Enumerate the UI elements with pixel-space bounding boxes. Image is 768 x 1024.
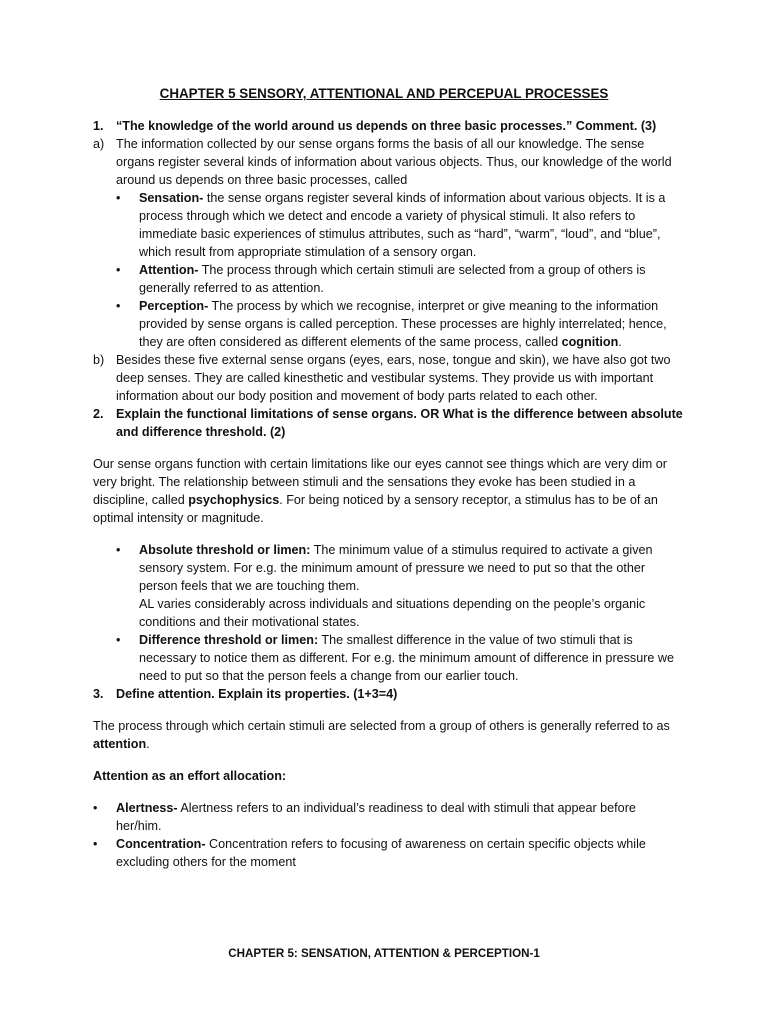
definition: The minimum value of a stimulus required to activate a given sensory system. For e.g. the minimum amount of pressure we need to put so that the other person feels that we are touching them. [139,543,653,593]
definition: The process through which certain stimuli are selected from a group of others is generally referred to as attention. [139,263,646,295]
answer-text: Besides these five external sense organs (eyes, ears, nose, tongue and skin), we have also got two deep senses. They are called kinesthetic and vestibular systems. They provide us with important information about our body position and movement of body parts related to each other. [116,353,671,403]
section-heading: Attention as an effort allocation: [93,769,287,783]
term: Sensation- [139,191,204,205]
threshold-list [93,541,683,685]
question-text: “The knowledge of the world around us depends on three basic processes.” Comment. (3) [116,119,657,133]
process-list [93,189,683,351]
term-psychophysics: psychophysics [188,493,280,507]
definition: the sense organs register several kinds of information about various objects. It is a process through which we detect and encode a variety of physical stimuli. It also refers to immediate basic experiences of stimulus attributes, such as “hard”, “warm”, “loud”, and “blue”, which result from appropriate stimulation of a sensory organ. [139,191,666,259]
answer-a [93,135,683,189]
definition: Concentration refers to focusing of awareness on certain specific objects while excluding others for the moment [116,837,646,869]
paragraph-text: The process through which certain stimuli are selected from a group of others is generally referred to as [93,719,670,733]
list-item [93,835,683,871]
paragraph-text: . For being noticed by a sensory receptor, a stimulus has to be of an optimal intensity or magnitude. [93,493,658,525]
answer-text: The information collected by our sense organs forms the basis of all our knowledge. The sense organs register several kinds of information about various objects. Thus, our knowledge of the world around us depends on three basic processes, called [116,137,672,187]
question-number: 2. [93,407,104,421]
paragraph [93,717,683,753]
question-number: 1. [93,119,104,133]
term: Concentration- [116,837,206,851]
bullet-icon: • [116,543,121,557]
list-item [93,189,683,261]
term-cognition: cognition [561,335,619,349]
list-item [93,297,683,351]
definition-extra: AL varies considerably across individuals and situations depending on the people’s organic conditions and their motivational states. [139,597,646,629]
term: Absolute threshold or limen: [139,543,311,557]
answer-label: a) [93,137,105,151]
bullet-icon: • [116,263,121,277]
bullet-icon: • [116,299,121,313]
punctuation: . [146,737,150,751]
term: Perception- [139,299,209,313]
paragraph [93,455,683,527]
answer-b [93,351,683,405]
term-attention: attention [93,737,147,751]
list-item [93,631,683,685]
answer-label: b) [93,353,105,367]
question-text: Explain the functional limitations of sense organs. OR What is the difference between absolute and difference threshold. (2) [116,407,683,439]
page-content [93,117,683,871]
definition: The process by which we recognise, interpret or give meaning to the information provided by sense organs is called perception. These processes are highly interrelated; hence, they are often considered as different elements of the same process, called [139,299,667,349]
page-title: CHAPTER 5 SENSORY, ATTENTIONAL AND PERCEPUAL PROCESSES [159,86,609,101]
page-footer: CHAPTER 5: SENSATION, ATTENTION & PERCEPTION-1 [228,947,540,960]
definition: The smallest difference in the value of two stimuli that is necessary to notice them as different. For e.g. the minimum amount of difference in pressure we need to put so that the person feels a change from our earlier touch. [139,633,675,683]
attention-list [93,799,683,871]
question-number: 3. [93,687,104,701]
paragraph-text: Our sense organs function with certain limitations like our eyes cannot see things which are very dim or very bright. The relationship between stimuli and the sensations they evoke has been studied in a discipline, called [93,457,667,507]
term: Attention- [139,263,199,277]
list-item [93,799,683,835]
punctuation: . [618,335,622,349]
question-2 [93,405,683,441]
list-item [93,261,683,297]
term: Alertness- [116,801,178,815]
term: Difference threshold or limen: [139,633,319,647]
question-1 [93,117,683,135]
bullet-icon: • [93,837,98,851]
definition: Alertness refers to an individual’s readiness to deal with stimuli that appear before her/him. [116,801,636,833]
bullet-icon: • [93,801,98,815]
list-item [93,541,683,631]
bullet-icon: • [116,633,121,647]
question-3 [93,685,683,703]
bullet-icon: • [116,191,121,205]
question-text: Define attention. Explain its properties. (1+3=4) [116,687,398,701]
